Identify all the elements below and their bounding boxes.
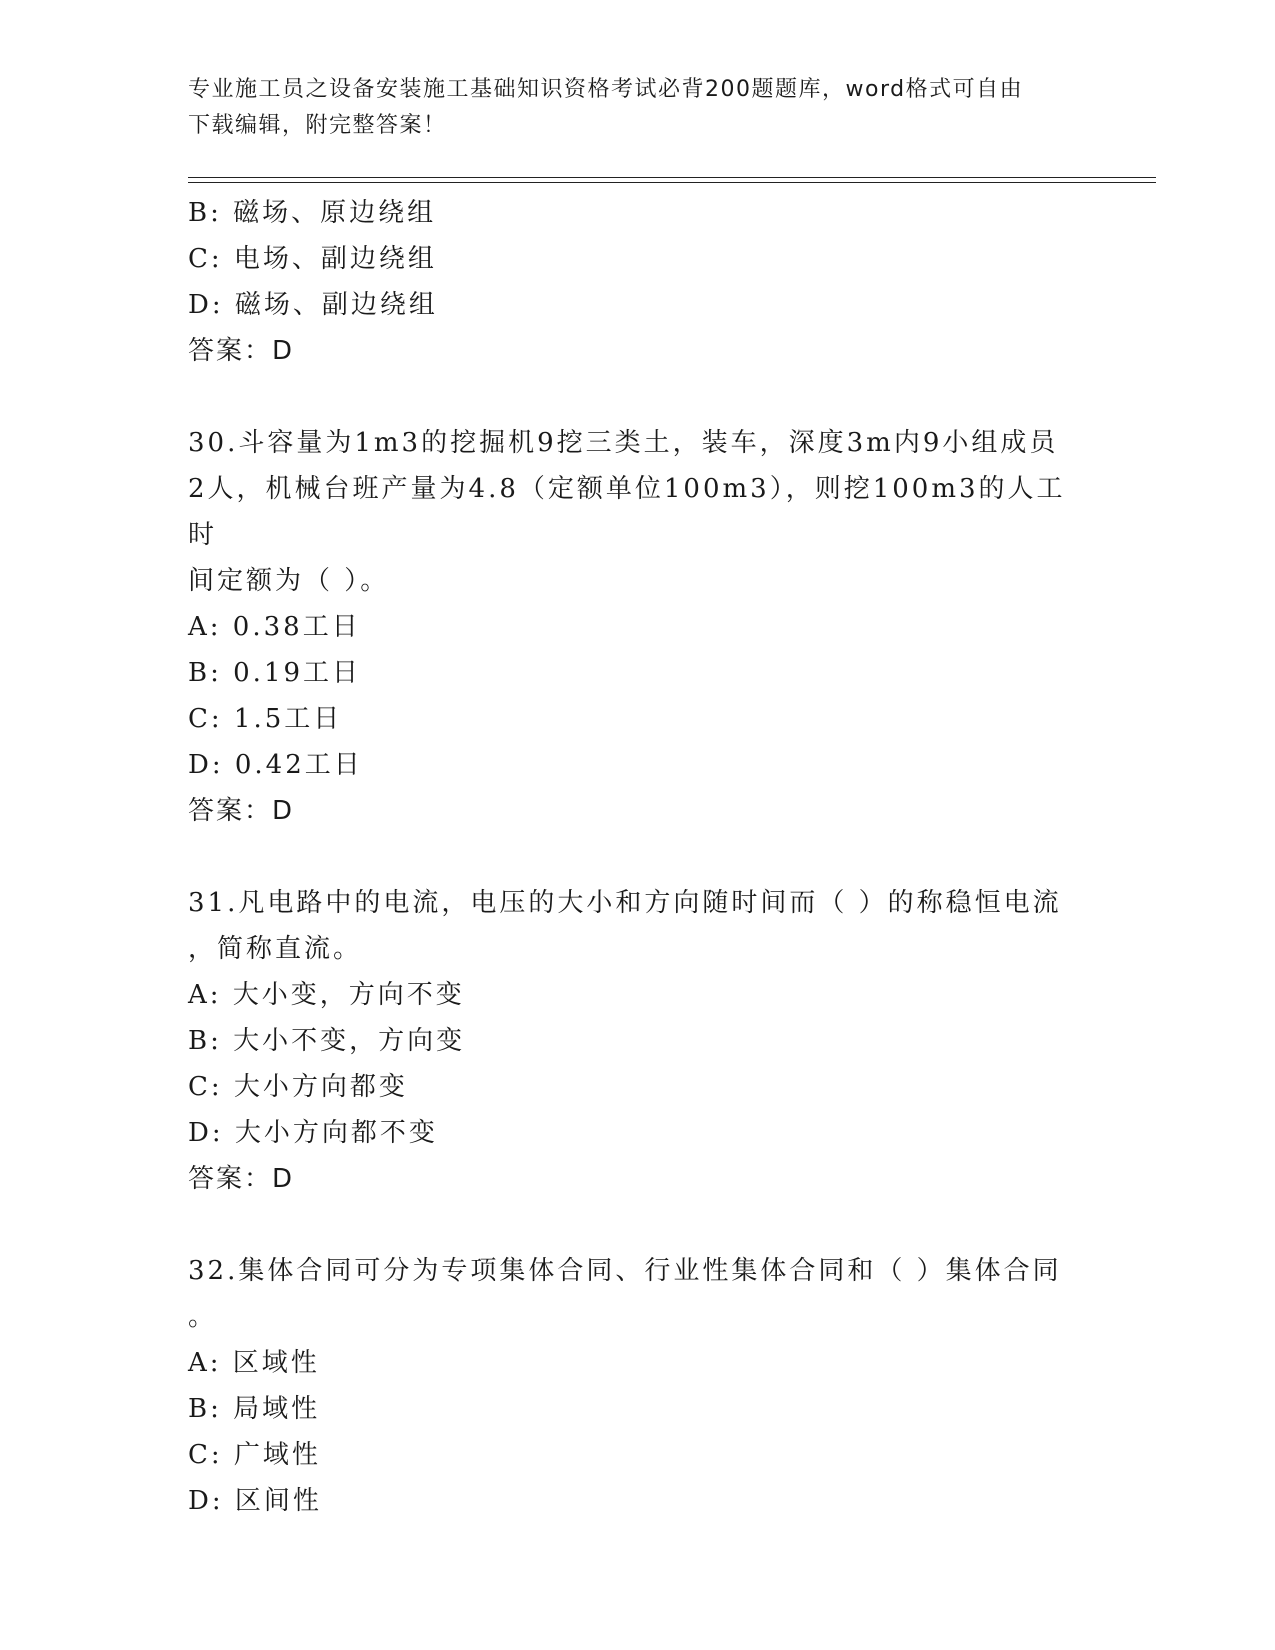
spacer <box>188 374 1088 420</box>
option-a: A: 0.38工日 <box>188 612 361 642</box>
option-c: C: 广域性 <box>188 1440 321 1470</box>
question-32 <box>188 1248 1088 1524</box>
question-text-line: ，简称直流。 <box>188 934 363 964</box>
option-a: A: 区域性 <box>188 1348 320 1378</box>
document-header <box>188 72 1068 144</box>
answer-line: 答案：D <box>188 1164 295 1194</box>
question-list <box>188 190 1088 1524</box>
option-b: B: 大小不变，方向变 <box>188 1026 466 1056</box>
spacer <box>188 834 1088 880</box>
question-text-line: 30.斗容量为1m3的挖掘机9挖三类土，装车，深度3m内9小组成员 <box>188 428 1059 458</box>
header-divider-top <box>188 177 1156 178</box>
question-text-line: 31.凡电路中的电流，电压的大小和方向随时间而（ ）的称稳恒电流 <box>188 888 1062 918</box>
header-line-1: 专业施工员之设备安装施工基础知识资格考试必背200题题库，word格式可自由 <box>188 77 1024 102</box>
option-d: D: 磁场、副边绕组 <box>188 290 438 320</box>
option-b: B: 磁场、原边绕组 <box>188 198 437 228</box>
question-31 <box>188 880 1088 1202</box>
answer-line: 答案：D <box>188 796 295 826</box>
question-text-line: 32.集体合同可分为专项集体合同、行业性集体合同和（ ）集体合同 <box>188 1256 1062 1286</box>
question-text-line: 。 <box>188 1302 218 1332</box>
spacer <box>188 1202 1088 1248</box>
question-text-line: 间定额为（ ）。 <box>188 566 390 596</box>
header-line-2: 下载编辑，附完整答案！ <box>188 113 447 138</box>
option-d: D: 区间性 <box>188 1486 322 1516</box>
option-c: C: 大小方向都变 <box>188 1072 408 1102</box>
question-text-line: 2人，机械台班产量为4.8（定额单位100m3），则挖100m3的人工时 <box>188 474 1066 550</box>
option-c: C: 1.5工日 <box>188 704 343 734</box>
question-30 <box>188 420 1088 834</box>
option-b: B: 局域性 <box>188 1394 321 1424</box>
previous-question-continuation <box>188 190 1088 374</box>
header-divider-bottom <box>188 182 1156 183</box>
option-d: D: 0.42工日 <box>188 750 363 780</box>
option-d: D: 大小方向都不变 <box>188 1118 438 1148</box>
answer-line: 答案：D <box>188 336 295 366</box>
option-a: A: 大小变，方向不变 <box>188 980 465 1010</box>
option-c: C: 电场、副边绕组 <box>188 244 437 274</box>
option-b: B: 0.19工日 <box>188 658 362 688</box>
